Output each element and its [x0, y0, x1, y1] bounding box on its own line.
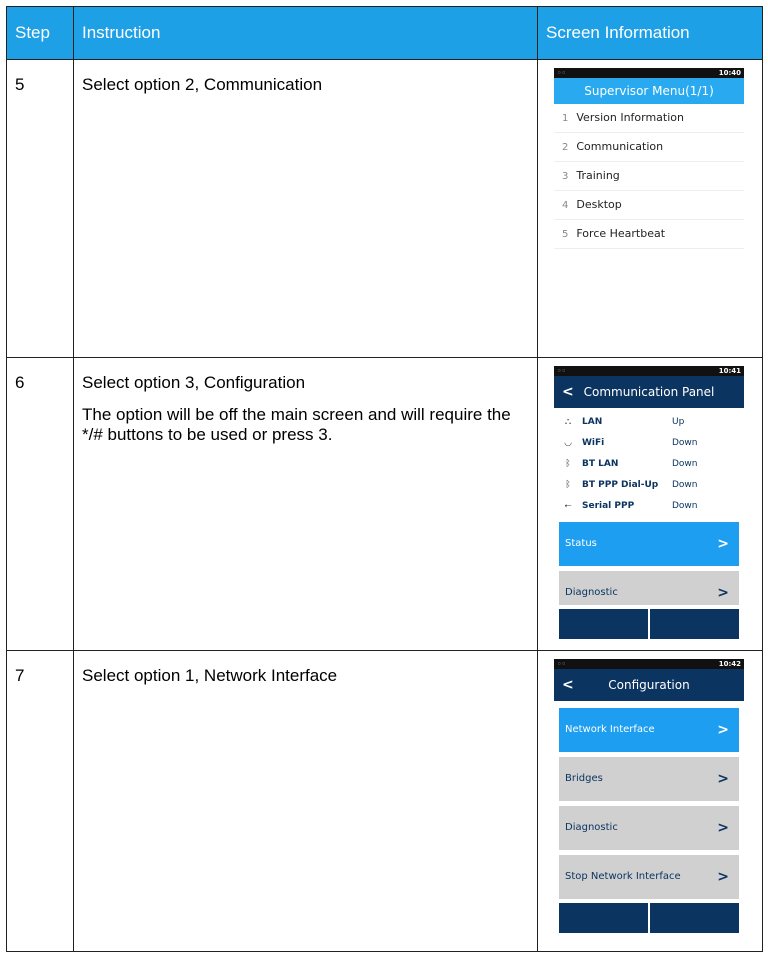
network-interface-button[interactable]: Network Interface >	[559, 708, 739, 752]
chevron-left-icon[interactable]: <	[562, 384, 574, 400]
menu-item-label: Force Heartbeat	[576, 227, 666, 240]
softkey-bar	[559, 609, 739, 639]
status-text: Down	[672, 438, 698, 448]
menu-item-label: Training	[576, 169, 620, 182]
instruction-text: Select option 2, Communication	[82, 75, 323, 94]
chevron-right-icon: >	[717, 869, 729, 885]
instruction-cell	[74, 60, 538, 358]
status-bar	[554, 366, 744, 376]
status-text: Down	[672, 501, 698, 511]
status-button[interactable]: Status >	[559, 522, 739, 566]
header-step: Step	[7, 7, 74, 60]
signal-icon: ◦◦	[557, 367, 566, 375]
softkey-left[interactable]	[559, 903, 648, 933]
diagnostic-button[interactable]: Diagnostic >	[559, 806, 739, 850]
screen-header	[554, 669, 744, 701]
chevron-right-icon: >	[717, 820, 729, 836]
wifi-icon: ◡	[564, 438, 572, 448]
step-cell	[7, 358, 74, 651]
clock: 10:40	[718, 69, 741, 77]
device-screen	[554, 659, 744, 933]
interface-row: ⭠ Serial PPP Down	[554, 496, 744, 517]
status-text: Up	[672, 417, 685, 427]
diagnostic-button[interactable]: Diagnostic >	[559, 571, 739, 605]
screen-cell	[538, 358, 763, 651]
instruction-cell	[74, 358, 538, 651]
step-number: 5	[15, 75, 25, 94]
network-icon: ⛬	[564, 417, 572, 427]
bridges-button[interactable]: Bridges >	[559, 757, 739, 801]
menu-item[interactable]: 2 Communication	[554, 133, 744, 162]
usb-icon: ⭠	[564, 501, 572, 511]
bluetooth-icon: ᛒ	[565, 480, 571, 490]
instruction-text: Select option 3, Configuration	[82, 373, 306, 392]
screen-cell	[538, 60, 763, 358]
device-screen	[554, 68, 744, 249]
table-row	[7, 651, 763, 952]
header-screen: Screen Information	[538, 7, 763, 60]
screen-header	[554, 376, 744, 408]
chevron-right-icon: >	[717, 771, 729, 787]
softkey-right[interactable]	[650, 903, 739, 933]
status-bar	[554, 659, 744, 669]
chevron-right-icon: >	[717, 722, 729, 738]
table-row	[7, 60, 763, 358]
interface-row: ⛬ LAN Up	[554, 412, 744, 433]
menu-item-label: Version Information	[576, 111, 684, 124]
table-row	[7, 358, 763, 651]
softkey-left[interactable]	[559, 609, 648, 639]
screen-title: Communication Panel	[583, 385, 715, 399]
stop-network-interface-button[interactable]: Stop Network Interface >	[559, 855, 739, 899]
status-bar	[554, 68, 744, 78]
signal-icon: ◦◦	[557, 69, 566, 77]
step-number: 6	[15, 373, 25, 392]
status-text: Down	[672, 480, 698, 490]
steps-table	[6, 6, 763, 952]
header-instruction: Instruction	[74, 7, 538, 60]
chevron-left-icon[interactable]: <	[562, 677, 574, 693]
interface-row: ᛒ BT LAN Down	[554, 454, 744, 475]
softkey-bar	[559, 903, 739, 933]
status-text: Down	[672, 459, 698, 469]
chevron-right-icon: >	[717, 585, 729, 601]
screen-title: Configuration	[608, 678, 690, 692]
clock: 10:42	[718, 660, 741, 668]
menu-item-label: Desktop	[576, 198, 622, 211]
softkey-right[interactable]	[650, 609, 739, 639]
instruction-note: The option will be off the main screen and will require the */# buttons to be used or press 3.	[82, 405, 511, 444]
instruction-cell	[74, 651, 538, 952]
instruction-text: Select option 1, Network Interface	[82, 666, 338, 685]
menu-item[interactable]: 5 Force Heartbeat	[554, 220, 744, 249]
screen-cell	[538, 651, 763, 952]
signal-icon: ◦◦	[557, 660, 566, 668]
device-screen	[554, 366, 744, 639]
menu-item-label: Communication	[576, 140, 664, 153]
menu-item[interactable]: 1 Version Information	[554, 104, 744, 133]
menu-item[interactable]: 4 Desktop	[554, 191, 744, 220]
header-row	[7, 7, 763, 60]
step-number: 7	[15, 666, 25, 685]
interface-row: ◡ WiFi Down	[554, 433, 744, 454]
step-cell	[7, 60, 74, 358]
screen-title: Supervisor Menu(1/1)	[554, 78, 744, 104]
chevron-right-icon: >	[717, 536, 729, 552]
step-cell	[7, 651, 74, 952]
menu-item[interactable]: 3 Training	[554, 162, 744, 191]
bluetooth-icon: ᛒ	[565, 459, 571, 469]
interface-row: ᛒ BT PPP Dial-Up Down	[554, 475, 744, 496]
clock: 10:41	[718, 367, 741, 375]
